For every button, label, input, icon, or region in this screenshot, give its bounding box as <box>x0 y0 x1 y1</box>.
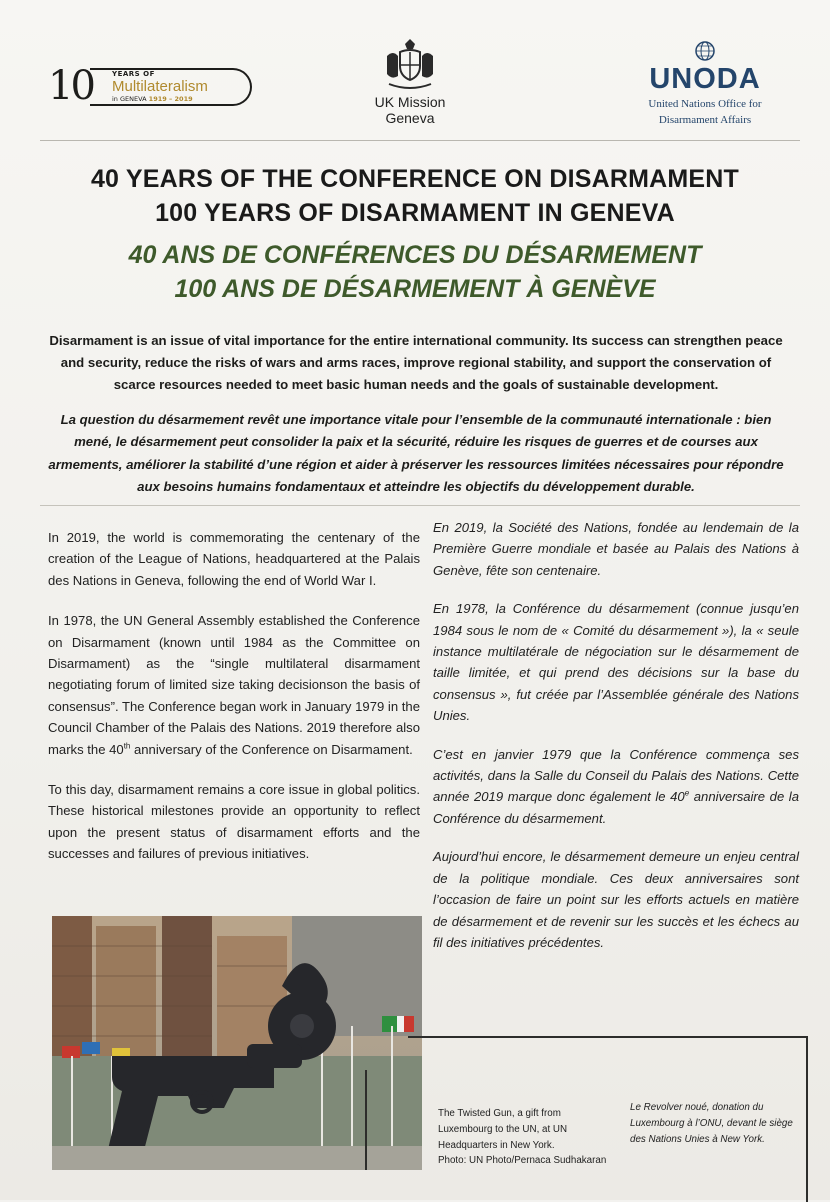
caption-en-text: The Twisted Gun, a gift from Luxembourg to the UN, at UN Headquarters in New York. <box>438 1108 568 1151</box>
unoda-logo <box>640 40 770 126</box>
body-fr-paragraph-3-text: C’est en janvier 1979 que la Conférence commença ses activités, dans la Salle du Conseil du Palais des Nations. Cette année 2019 marque donc également le 40 <box>433 746 799 805</box>
body-en-column <box>48 527 420 884</box>
body-en-paragraph-2 <box>48 610 420 760</box>
title-fr-1: 40 ANS DE CONFÉRENCES DU DÉSARMEMENT <box>128 241 702 269</box>
centenary-range: 1919 – 2019 <box>148 95 193 103</box>
body-en-ordinal: th <box>123 741 131 751</box>
un-emblem-icon <box>694 40 716 62</box>
body-en-paragraph-2-text: In 1978, the UN General Assembly established the Conference on Disarmament (known until 1984 as the Committee on Disarmament) as the “single multilateral disarmament negotiating forum of limited size taking decisionson the basis of consensus”. The Conference began work in January 1979 in the Council Chamber of the Palais des Nations. 2019 therefore also marks the 40 <box>48 613 420 757</box>
caption-en <box>438 1106 618 1169</box>
body-fr-paragraph-1: En 2019, la Société des Nations, fondée au lendemain de la Première Guerre mondiale et basée au Palais des Nations à Genève, fête son centenaire. <box>433 520 799 578</box>
royal-crest-icon <box>383 38 437 90</box>
unoda-subtitle-1: United Nations Office for <box>648 98 762 110</box>
uk-mission-line2: Geneva <box>385 110 435 126</box>
unoda-subtitle-2: Disarmament Affairs <box>658 114 752 126</box>
body-fr-ordinal: e <box>684 789 690 799</box>
intro-fr: La question du désarmement revêt une importance vitale pour l’ensemble de la communauté internationale : bien mené, le désarmement peut consolider la paix et la sécurité, réduire les risques de guerres et de courses aux armements, améliorer la stabilité d’une région et aider à préserver les ressources limitées nécessaires pour répondre aux besoins humains fondamentaux et atteindre les objectifs du développement durable. <box>48 412 784 494</box>
photo-divider <box>365 1070 367 1170</box>
body-en-paragraph-3: To this day, disarmament remains a core issue in global politics. These historical milestones provide an opportunity to reflect upon the present status of disarmament efforts and the successes and failures of previous initiatives. <box>48 782 420 862</box>
intro-en: Disarmament is an issue of vital importance for the entire international community. Its success can strengthen peace and security, reduce the risks of wars and arms races, improve regional stability, and support the conservation of scarce resources needed to meet basic human needs and the goals of sustainable development. <box>49 333 783 392</box>
centenary-number: 10 <box>48 63 93 109</box>
caption-fr: Le Revolver noué, donation du Luxembourg à l’ONU, devant le siège des Nations Unies à New York. <box>630 1102 793 1145</box>
body-en-paragraph-1: In 2019, the world is commemorating the centenary of the creation of the League of Nations, headquartered at the Palais des Nations in Geneva, following the end of World War I. <box>48 530 420 588</box>
centenary-in-geneva <box>112 95 193 103</box>
body-fr-paragraph-4: Aujourd’hui encore, le désarmement demeure un enjeu central de la politique mondiale. Ces deux anniversaires sont l’occasion de faire un point sur les efforts actuels en matière de désarmement et de revenir sur les succès et les échecs au fil des initiatives précédentes. <box>433 849 799 950</box>
uk-mission-line1: UK Mission <box>374 94 446 110</box>
centenary-multilateralism: Multilateralism <box>112 78 208 95</box>
caption-en-credit: Photo: UN Photo/Pernaca Sudhakaran <box>438 1155 607 1167</box>
unoda-wordmark: UNODA <box>649 63 761 95</box>
body-fr-paragraph-2: En 1978, la Conférence du désarmement (connue jusqu’en 1984 sous le nom de « Comité du désarmement »), la « seule instance multilatérale de négociation sur le désarmement de taille limitée, et qui prend des décisions sur la base du consensus », fut créée par l’Assemblée générale des Nations Unies. <box>433 601 799 724</box>
body-fr-paragraph-3 <box>433 744 799 830</box>
intro-divider <box>40 505 800 506</box>
centenary-logo <box>48 64 218 108</box>
title-fr-2: 100 ANS DE DÉSARMEMENT À GENÈVE <box>174 275 656 303</box>
centenary-in-geneva-text: in GENEVA <box>112 95 147 103</box>
uk-mission-logo <box>360 38 460 126</box>
title-en-1: 40 YEARS OF THE CONFERENCE ON DISARMAMENT <box>90 165 740 193</box>
body-en-paragraph-2-end: anniversary of the Conference on Disarmament. <box>130 741 413 757</box>
header-divider <box>40 140 800 141</box>
title-en-2: 100 YEARS OF DISARMAMENT IN GENEVA <box>155 199 675 227</box>
body-fr-column <box>433 517 799 970</box>
body-fr-paragraph-3-end: anniversaire de la Conférence du désarmement. <box>433 789 799 826</box>
centenary-years-of: YEARS OF <box>112 70 155 78</box>
